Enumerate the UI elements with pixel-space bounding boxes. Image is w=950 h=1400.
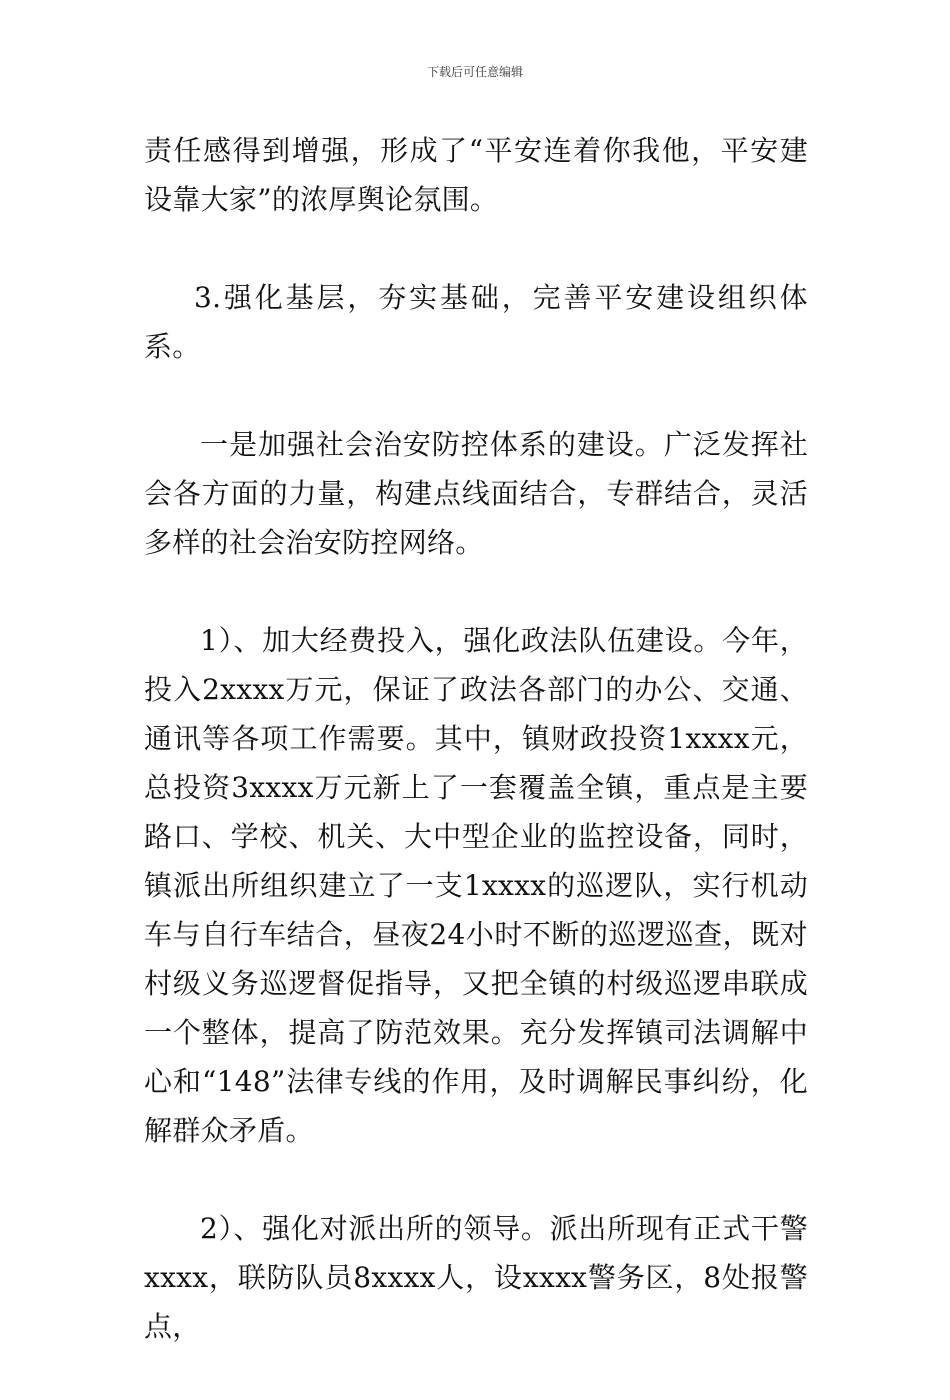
paragraph-security-system: 一是加强社会治安防控体系的建设。广泛发挥社会各方面的力量，构建点线面结合，专群结合，灵活多样的社会治安防控网络。 [144,428,808,559]
paragraph-item-1: 1）、加大经费投入，强化政法队伍建设。今年，投入2xxxx万元，保证了政法各部门的办公、交通、通讯等各项工作需要。其中，镇财政投资1xxxx元，总投资3xxxx万元新上了一套覆盖全镇，重点是主要路口、学校、机关、大中型企业的监控设备，同时，镇派出所组织建立了一支1xxxx的巡逻队，实行机动车与自行车结合，昼夜24小时不断的巡逻巡查，既对村级义务巡逻督促指导，又把全镇的村级巡逻串联成一个整体，提高了防范效果。充分发挥镇司法调解中心和“148”法律专线的作用，及时调解民事纠纷，化解群众矛盾。 [144,624,808,1147]
paragraph-item-2: 2）、强化对派出所的领导。派出所现有正式干警xxxx，联防队员8xxxx人，设xxxx警务区，8处报警点， [144,1212,808,1343]
paragraph-continuation: 责任感得到增强，形成了“平安连着你我他，平安建设靠大家”的浓厚舆论氛围。 [144,134,808,216]
document-body [144,126,808,1400]
page-header: 下载后可任意编辑 [426,65,523,79]
section-heading: 3.强化基层，夯实基础，完善平安建设组织体系。 [144,281,808,363]
